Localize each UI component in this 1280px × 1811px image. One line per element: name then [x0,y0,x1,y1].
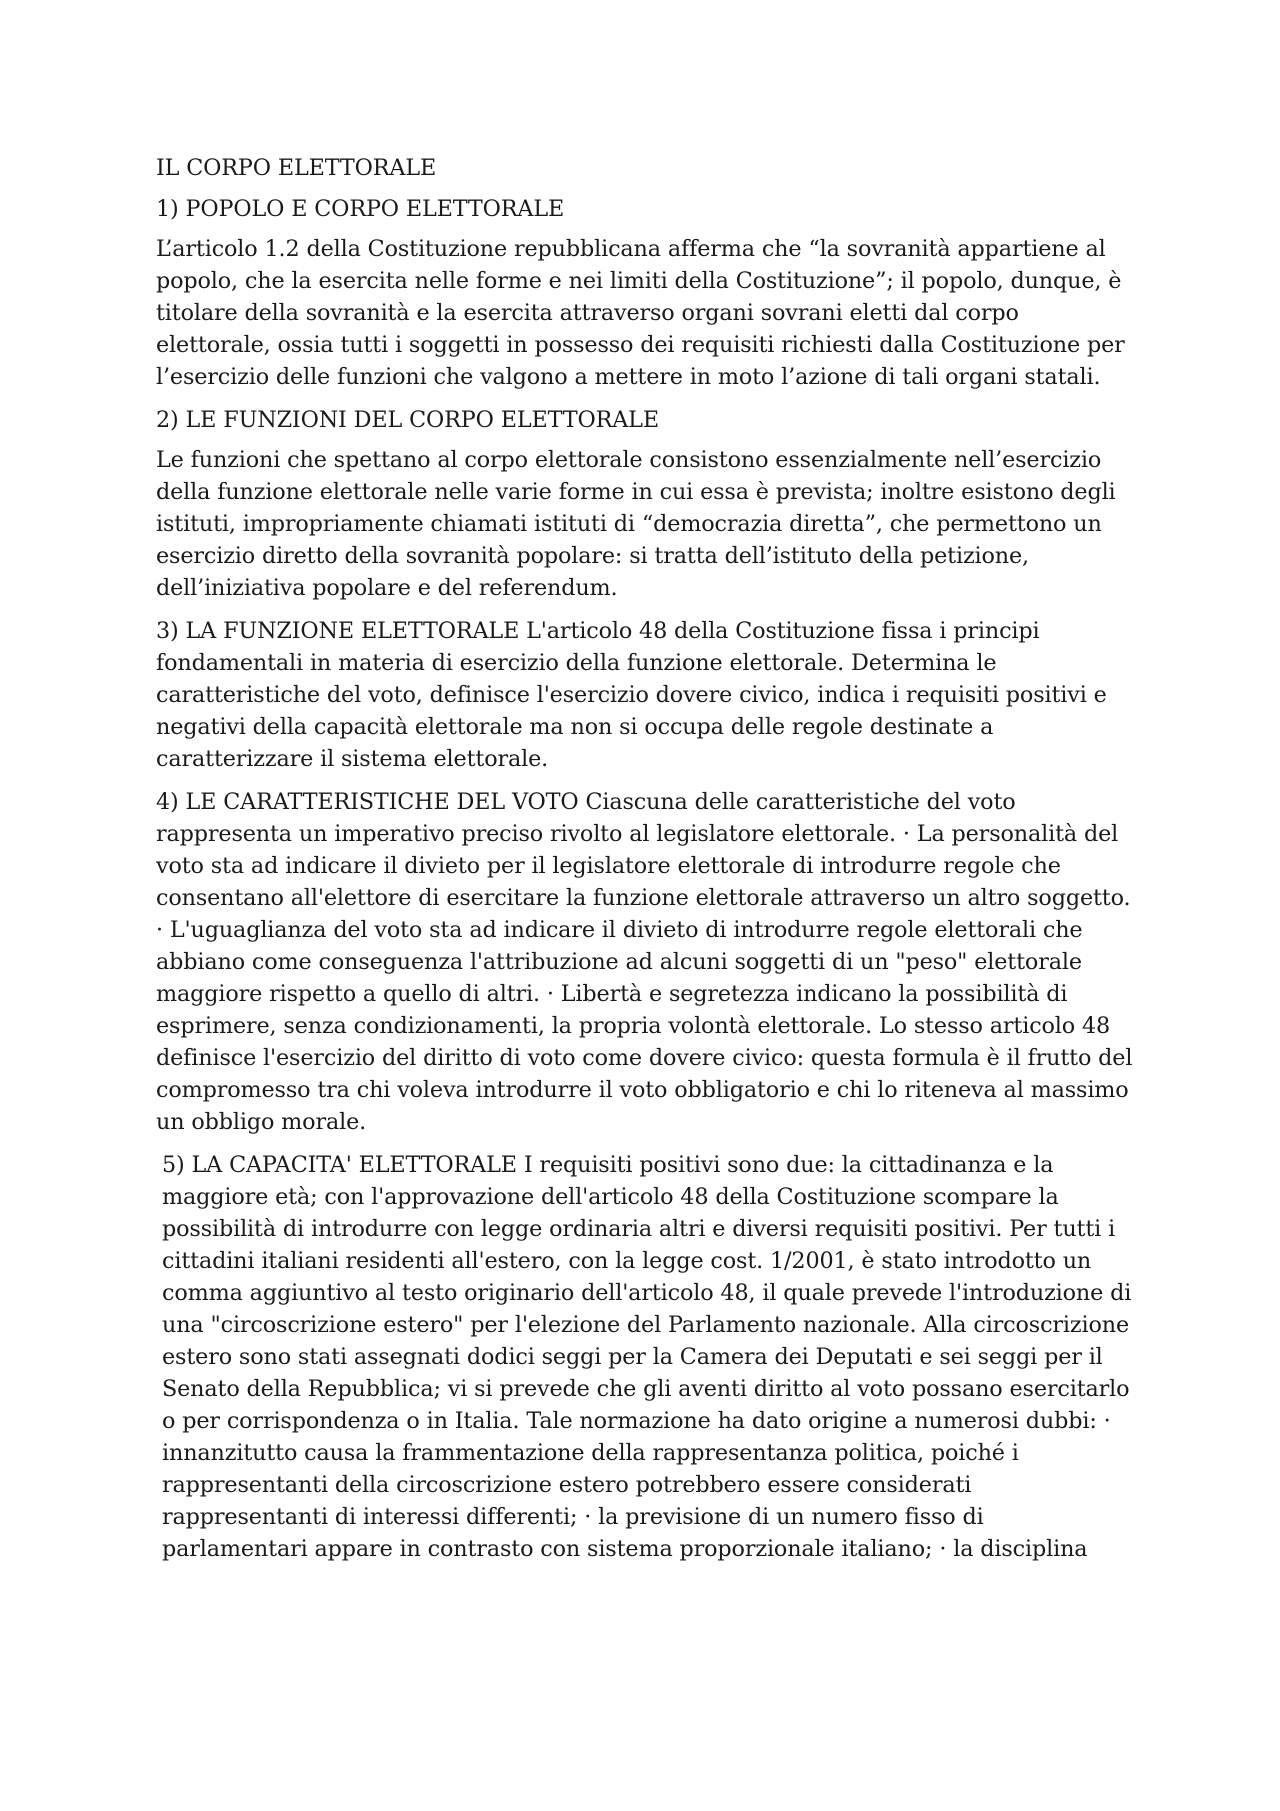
section-4-paragraph: 4) LE CARATTERISTICHE DEL VOTO Ciascuna delle caratteristiche del voto rappresenta un imperativo preciso rivolto al legislatore elettorale. · La personalità del voto sta ad indicare il divieto per il legislatore elettorale di introdurre regole che consentano all'elettore di esercitare la funzione elettorale attraverso un altro soggetto. · L'uguaglianza del voto sta ad indicare il divieto di introdurre regole elettorali che abbiano come conseguenza l'attribuzione ad alcuni soggetti di un "peso" elettorale maggiore rispetto a quello di altri. · Libertà e segretezza indicano la possibilità di esprimere, senza condizionamenti, la propria volontà elettorale. Lo stesso articolo 48 definisce l'esercizio del diritto di voto come dovere civico: questa formula è il frutto del compromesso tra chi voleva introdurre il voto obbligatorio e chi lo riteneva al massimo un obbligo morale. [156,789,1133,1135]
section-1-paragraph: L’articolo 1.2 della Costituzione repubblicana afferma che “la sovranità appartiene al popolo, che la esercita nelle forme e nei limiti della Costituzione”; il popolo, dunque, è titolare della sovranità e la esercita attraverso organi sovrani eletti dal corpo elettorale, ossia tutti i soggetti in possesso dei requisiti richiesti dalla Costituzione per l’esercizio delle funzioni che valgono a mettere in moto l’azione di tali organi statali. [156,236,1125,390]
document-body [156,152,1136,1576]
section-5-paragraph: 5) LA CAPACITA' ELETTORALE I requisiti positivi sono due: la cittadinanza e la maggiore età; con l'approvazione dell'articolo 48 della Costituzione scompare la possibilità di introdurre con legge ordinaria altri e diversi requisiti positivi. Per tutti i cittadini italiani residenti all'estero, con la legge cost. 1/2001, è stato introdotto un comma aggiuntivo al testo originario dell'articolo 48, il quale prevede l'introduzione di una "circoscrizione estero" per l'elezione del Parlamento nazionale. Alla circoscrizione estero sono stati assegnati dodici seggi per la Camera dei Deputati e sei seggi per il Senato della Repubblica; vi si prevede che gli aventi diritto al voto possano esercitarlo o per corrispondenza o in Italia. Tale normazione ha dato origine a numerosi dubbi: · innanzitutto causa la frammentazione della rappresentanza politica, poiché i rappresentanti della circoscrizione estero potrebbero essere considerati rappresentanti di interessi differenti; · la previsione di un numero fisso di parlamentari appare in contrasto con sistema proporzionale italiano; · la disciplina [162,1152,1132,1562]
document-title: IL CORPO ELETTORALE [156,155,437,181]
section-1-heading: 1) POPOLO E CORPO ELETTORALE [156,196,565,222]
section-3-paragraph: 3) LA FUNZIONE ELETTORALE L'articolo 48 della Costituzione fissa i principi fondamentali in materia di esercizio della funzione elettorale. Determina le caratteristiche del voto, definisce l'esercizio dovere civico, indica i requisiti positivi e negativi della capacità elettorale ma non si occupa delle regole destinate a caratterizzare il sistema elettorale. [156,618,1107,772]
section-2-paragraph: Le funzioni che spettano al corpo elettorale consistono essenzialmente nell’esercizio della funzione elettorale nelle varie forme in cui essa è prevista; inoltre esistono degli istituti, impropriamente chiamati istituti di “democrazia diretta”, che permettono un esercizio diretto della sovranità popolare: si tratta dell’istituto della petizione, dell’iniziativa popolare e del referendum. [156,447,1116,601]
section-2-heading: 2) LE FUNZIONI DEL CORPO ELETTORALE [156,407,659,433]
